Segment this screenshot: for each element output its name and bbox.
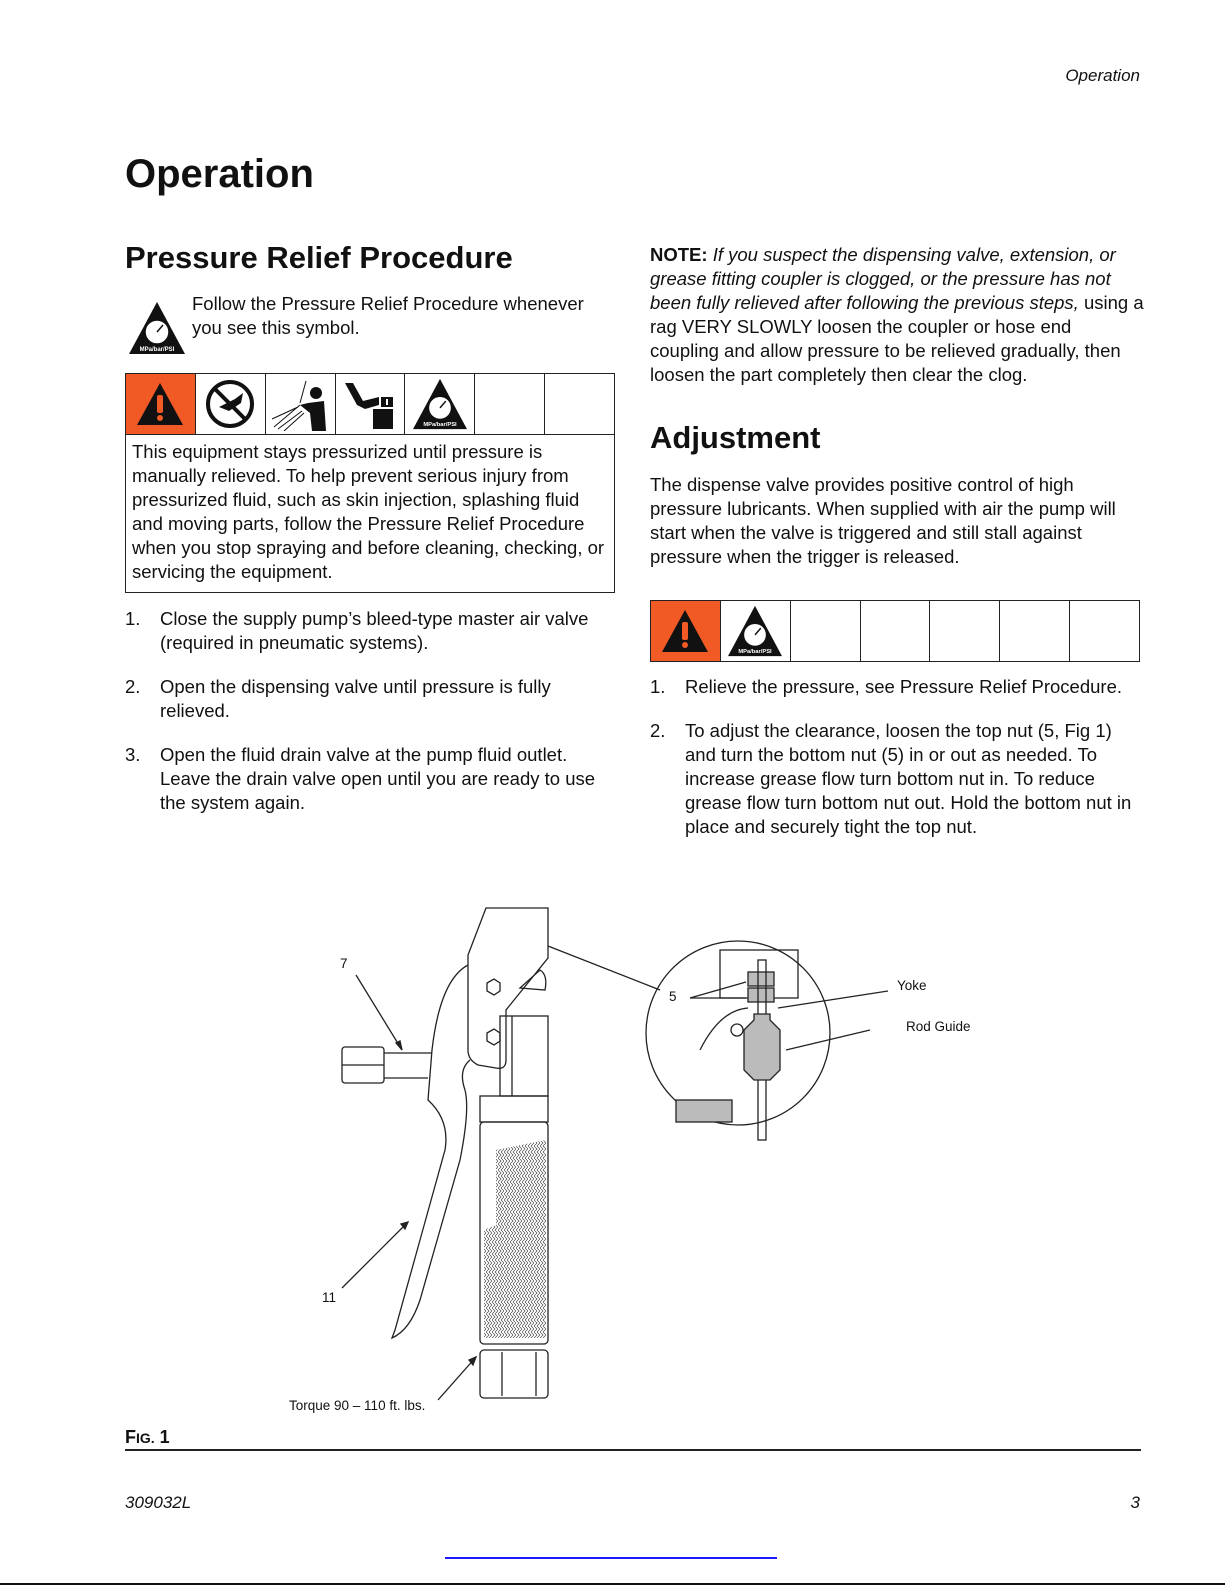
adjustment-intro: The dispense valve provides positive control of high pressure lubricants. When supplied with air the pump will start when the valve is triggered and still stall against pressure when the trigger is released. — [650, 474, 1116, 567]
symbol-instruction: Follow the Pressure Relief Procedure whenever you see this symbol. — [192, 293, 584, 338]
svg-text:MPa/bar/PSI: MPa/bar/PSI — [423, 422, 457, 429]
note-label: NOTE: — [650, 244, 708, 265]
pressure-relief-steps — [125, 607, 615, 815]
page-title: Operation — [125, 152, 314, 196]
splash-injury-icon — [266, 374, 336, 434]
empty-cell — [1070, 601, 1139, 661]
figure-dispense-valve — [280, 900, 1000, 1420]
empty-cell — [475, 374, 545, 434]
doc-number: 309032L — [125, 1493, 192, 1512]
figure-caption: FIG. 1 — [125, 1427, 170, 1447]
adjustment-steps — [650, 675, 1145, 839]
figure-rule — [125, 1449, 1141, 1451]
warning-box — [125, 373, 615, 593]
warning-icon — [126, 374, 196, 434]
empty-cell — [861, 601, 931, 661]
step-item: 2. Open the dispensing valve until pressure is fully relieved. — [125, 676, 551, 721]
empty-cell — [1000, 601, 1070, 661]
warning-text: This equipment stays pressurized until pressure is manually relieved. To help prevent serious injury from pressurized fluid, such as skin injection, splashing fluid and moving parts, follow the Pressure Relief Procedure when you stop spraying and before cleaning, checking, or servicing the equipment. — [132, 441, 605, 582]
callout-5: 5 — [669, 989, 677, 1004]
warning-icon — [651, 601, 721, 661]
step-item: 3. Open the fluid drain valve at the pump fluid outlet. Leave the drain valve open until you are ready to use the system again. — [125, 744, 596, 813]
running-header: Operation — [1065, 66, 1140, 85]
note-italic: If you suspect the dispensing valve, extension, or grease fitting coupler is clogged, or the pressure has not been fully relieved after following the previous steps, — [650, 244, 1116, 313]
note-paragraph — [650, 243, 1145, 387]
note-text: using a rag VERY SLOWLY loosen the coupler or hose end coupling and allow pressure to be relieved gradually, then loosen the part completely then clear the clog. — [650, 292, 1144, 385]
pressure-relief-heading: Pressure Relief Procedure — [125, 240, 513, 275]
step-item: 1. Relieve the pressure, see Pressure Relief Procedure. — [650, 676, 1123, 697]
link-underline[interactable] — [445, 1557, 777, 1559]
adjustment-heading: Adjustment — [650, 420, 821, 455]
empty-cell — [545, 374, 614, 434]
step-item: 2. To adjust the clearance, loosen the top nut (5, Fig 1) and turn the bottom nut (5) in or out as needed. To increase grease flow turn bottom nut in. To reduce grease flow turn bottom nut out. Hold the bottom nut in place and securely tight the top nut. — [650, 720, 1132, 837]
callout-11: 11 — [322, 1290, 337, 1305]
adjustment-warning-box — [650, 600, 1140, 662]
callout-7: 7 — [340, 956, 348, 971]
pressure-relief-symbol-icon — [127, 300, 187, 356]
no-hand-icon — [196, 374, 266, 434]
empty-cell — [930, 601, 1000, 661]
callout-rod-guide: Rod Guide — [906, 1019, 971, 1034]
callout-torque: Torque 90 – 110 ft. lbs. — [289, 1398, 426, 1413]
moving-parts-icon — [336, 374, 406, 434]
page-number: 3 — [1130, 1493, 1140, 1512]
callout-yoke: Yoke — [897, 978, 927, 993]
step-item: 1. Close the supply pump’s bleed-type master air valve (required in pneumatic systems). — [125, 608, 589, 653]
svg-text:MPa/bar/PSI: MPa/bar/PSI — [139, 347, 175, 353]
pressure-relief-icon — [405, 374, 475, 434]
svg-text:MPa/bar/PSI: MPa/bar/PSI — [738, 649, 772, 656]
pressure-relief-icon — [721, 601, 791, 661]
empty-cell — [791, 601, 861, 661]
